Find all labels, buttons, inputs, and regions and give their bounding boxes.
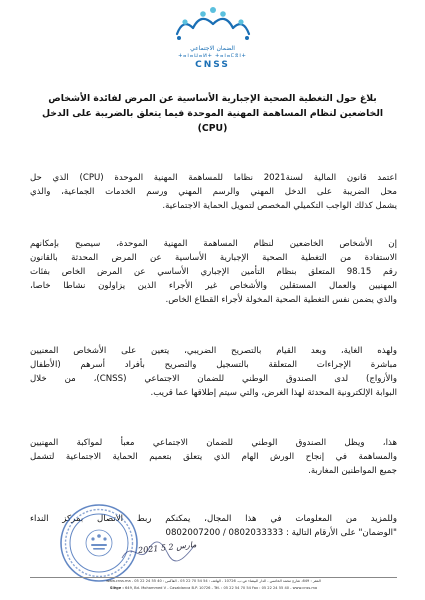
footer-siege-label: Siège : — [109, 586, 124, 590]
communique-title — [30, 91, 395, 136]
paragraph-line: محل الضريبة على الدخل المهني والرسم المهني ورسم الخدمات الجماعية، والذي — [30, 187, 397, 197]
paragraph-line: وللمزيد من المعلومات في هذا المجال، يمكنكم ربط الاتصال بمركز النداء — [30, 514, 397, 524]
paragraph-commitment — [30, 436, 397, 478]
cnss-logo — [150, 4, 275, 74]
org-arabic-name: الضمان الاجتماعي — [190, 45, 235, 52]
paragraph-registration — [30, 344, 397, 400]
paragraph-line: المهنيين والعمال المستقلين والأشخاص غير الأجراء الذين يزاولون نشاطا خاصا، — [30, 281, 397, 291]
paragraph-line: مباشرة الإجراءات المتعلقة بالتسجيل والتصريح بأفراد أسرهم (الأطفال — [30, 360, 397, 370]
paragraph-line: والذي يضمن نفس التغطية الصحية المخولة لأجراء القطاع الخاص. — [165, 295, 397, 305]
paragraph-line: يشمل كذلك الواجب التكميلي المخصص لتمويل الحماية الاجتماعية. — [162, 201, 397, 211]
paragraph-coverage — [30, 237, 397, 307]
paragraph-line: "الوضمان" على الأرقام التالية : 0802033333 / 0802007200 — [165, 528, 397, 538]
paragraph-finance-law — [30, 171, 397, 213]
paragraph-line: البوابة الإلكترونية المحدثة لهذا الغرض، والتي سيتم إطلاقها عما قريب. — [150, 388, 397, 398]
footer-address-arabic: المقر : 649، شارع محمد الخامس - الدار البيضاء ص.ب. 10726 - الهاتف : 54 54 70 22 05 - الفاكس : 40 55 24 22 05 - www.cnss.ma — [106, 579, 321, 583]
paragraph-line: ولهذه الغاية، وبعد القيام بالتصريح الضريبي، يتعين على الأشخاص المعنيين — [30, 346, 397, 356]
title-line: (CPU) — [197, 123, 228, 134]
signature-date: 2021 مارس 2 5 — [137, 539, 197, 556]
paragraph-line: إن الأشخاص الخاضعين لنظام المساهمة المهنية الموحدة، سيصبح بإمكانهم — [30, 239, 397, 249]
paragraph-line: والأزواج) لدى الصندوق الوطني للضمان الاجتماعي (CNSS)، من خلال — [30, 374, 397, 384]
footer-address-text: 649, Bd. Mohammed V - Casablanca B.P. 10726 - Tél. : 05 22 54 70 54 Fax : 05 22 24 55 40 - www.cnss.ma — [125, 586, 318, 590]
cnss-emblem-icon — [163, 4, 263, 44]
title-line: الخاضعين لنظام المساهمة المهنية الموحدة فيما يتعلق بالضريبة على الدخل — [41, 108, 384, 119]
org-tifinagh-name: ⵜⴰⵏⴰⵡⴰⵍⵜ ⵜⴰⵏⴰⵎⵓⵏⵜ — [178, 53, 247, 59]
paragraph-line: الاستفادة من التغطية الصحية الإجبارية الأساسية عن المرض المحدثة بالقانون — [30, 253, 397, 263]
paragraph-line: اعتمد قانون المالية لسنة2021 نظاما للمساهمة المهنية الموحدة (CPU) الذي حل — [30, 173, 397, 183]
footer-address-french — [30, 586, 397, 590]
paragraph-line: والمساهمة في إنجاح الورش الهام الذي يتعلق بتعميم الحماية الاجتماعية لتشمل — [30, 452, 397, 462]
title-line: بلاغ حول التغطية الصحية الإجبارية الأساسية عن المرض لفائدة الأشخاص — [48, 93, 377, 104]
paragraph-line: جميع المواطنين المغاربة. — [308, 466, 397, 476]
paragraph-line: رقم 98.15 المتعلق بنظام التأمين الإجباري الأساسي عن المرض الخاص بفئات — [30, 267, 397, 277]
org-acronym: CNSS — [195, 60, 230, 70]
footer-divider — [30, 577, 397, 578]
paragraph-line: هذا، ويظل الصندوق الوطني للضمان الاجتماعي معبأ لمواكبة المهنيين — [30, 438, 397, 448]
